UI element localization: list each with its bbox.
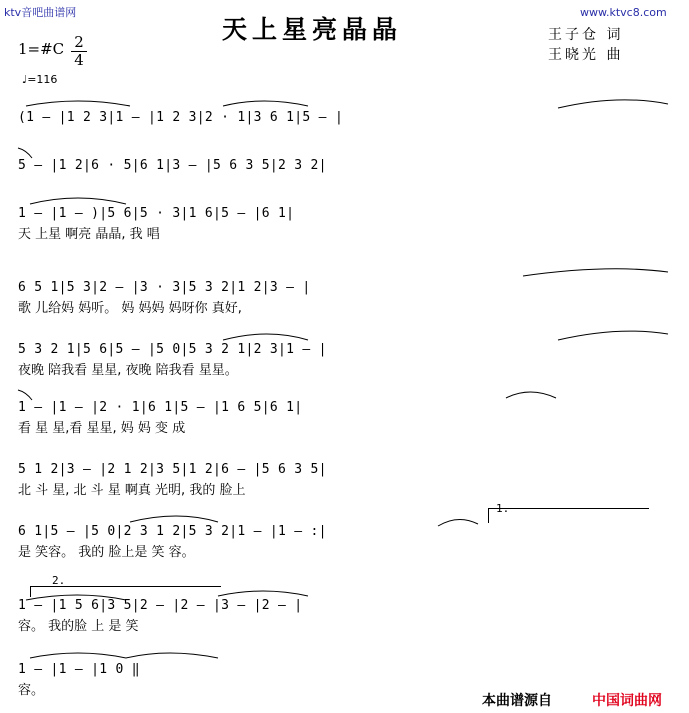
lyrics-line: 北 斗 星, 北 斗 星 啊真 光明, 我的 脸上: [18, 483, 246, 498]
score-row-9: [18, 574, 668, 636]
numbered-notation: 5 — |1 2|6 · 5|6 1|3 — |5 6 3 5|2 3 2|: [18, 158, 327, 173]
lyrics-line: 天 上星 啊亮 晶晶, 我 唱: [18, 227, 160, 242]
volta-first-label: 1.: [496, 502, 510, 515]
watermark-left: ktv音吧曲谱网: [4, 6, 77, 19]
numbered-notation: 1 — |1 — |1 0 ‖: [18, 662, 140, 677]
numbered-notation: 1 — |1 — )|5 6|5 · 3|1 6|5 — |6 1|: [18, 206, 295, 221]
key-signature: 1=#C: [18, 40, 65, 58]
composer-credit: 王晓光 曲: [548, 47, 624, 63]
volta-second-label: 2.: [52, 574, 66, 587]
score-row-10: [18, 644, 668, 700]
numbered-notation: 6 1|5 — |5 0|2 3 1 2|5 3 2|1 — |1 — :|: [18, 524, 327, 539]
score-row-8: [18, 502, 668, 562]
numbered-notation: 6 5 1|5 3|2 — |3 · 3|5 3 2|1 2|3 — |: [18, 280, 311, 295]
score-row-7: [18, 444, 668, 500]
time-signature-top: 2: [74, 33, 84, 51]
numbered-notation: 1 — |1 — |2 · 1|6 1|5 — |1 6 5|6 1|: [18, 400, 303, 415]
lyrics-line: 是 笑容。 我的 脸上是 笑 容。: [18, 545, 195, 560]
lyricist-credit: 王子仓 词: [548, 27, 624, 43]
time-signature-bottom: 4: [74, 51, 84, 69]
numbered-notation: (1 — |1 2 3|1 — |1 2 3|2 · 1|3 6 1|5 — |: [18, 110, 344, 125]
score-row-6: [18, 382, 668, 438]
score-row-4: [18, 262, 668, 318]
score-row-5: [18, 324, 668, 380]
volta-bracket-first: [488, 508, 649, 523]
lyrics-line: 看 星 星,看 星星, 妈 妈 变 成: [18, 421, 186, 436]
song-title: 天上星亮晶晶: [222, 15, 403, 44]
lyrics-line: 容。: [18, 683, 45, 698]
numbered-notation: 1 — |1 5 6|3 5|2 — |2 — |3 — |2 — |: [18, 598, 303, 613]
numbered-notation: 5 3 2 1|5 6|5 — |5 0|5 3 2 1|2 3|1 — |: [18, 342, 327, 357]
source-label: 本曲谱源自: [482, 693, 552, 709]
tempo-marking: ♩=116: [22, 73, 58, 86]
score-row-3: [18, 188, 668, 244]
lyrics-line: 夜晚 陪我看 星星, 夜晚 陪我看 星星。: [18, 363, 238, 378]
watermark-right: www.ktvc8.com: [580, 6, 667, 19]
numbered-notation: 5 1 2|3 — |2 1 2|3 5|1 2|6 — |5 6 3 5|: [18, 462, 327, 477]
lyrics-line: 容。 我的脸 上 是 笑: [18, 619, 139, 634]
source-site-link[interactable]: 中国词曲网: [592, 693, 662, 709]
lyrics-line: 歌 儿给妈 妈听。 妈 妈妈 妈呀你 真好,: [18, 301, 242, 316]
